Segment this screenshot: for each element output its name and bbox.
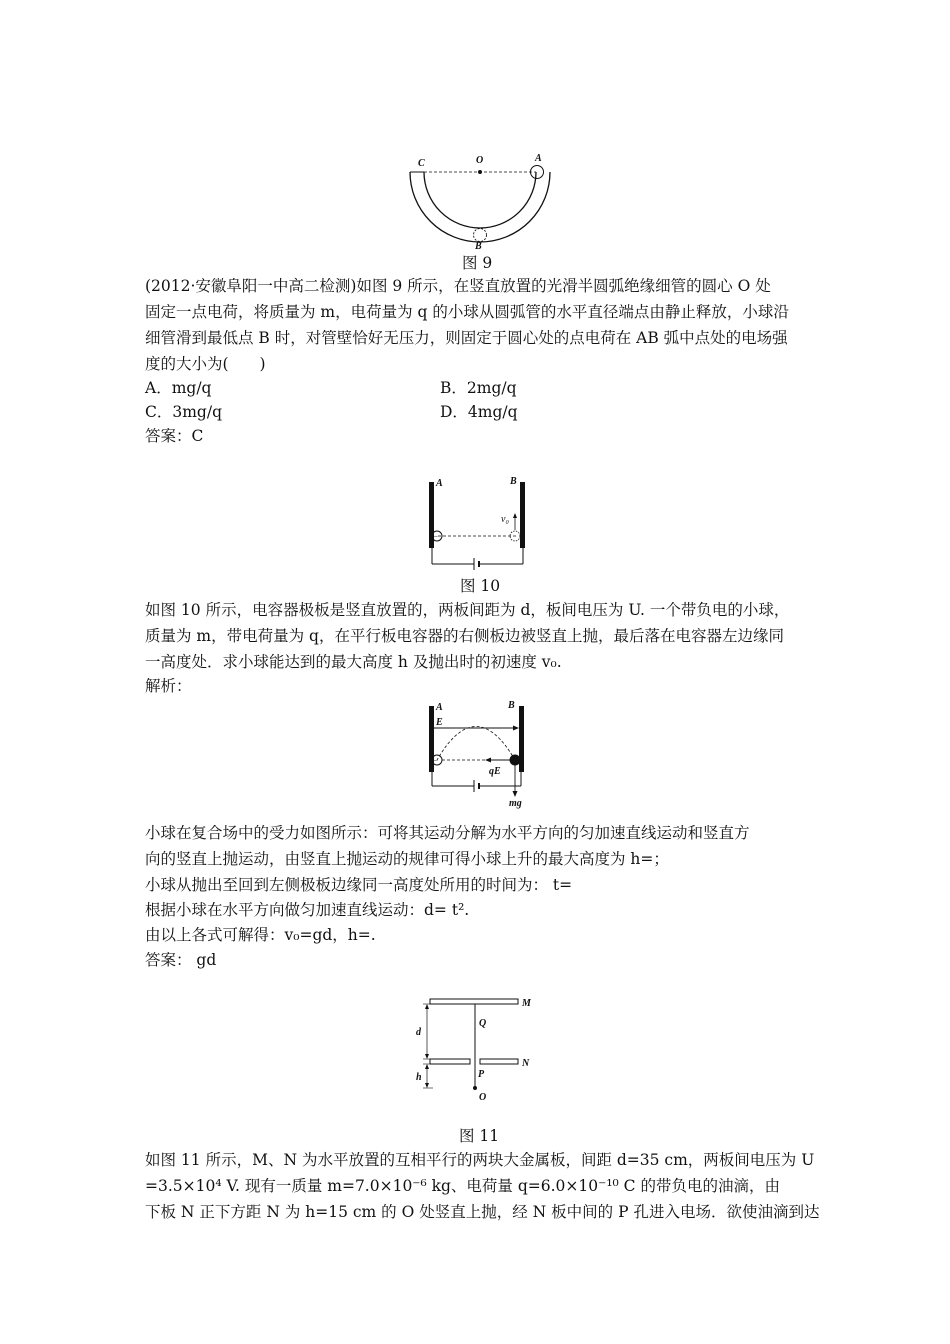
- q1-line-3: 细管滑到最低点 B 时，对管壁恰好无压力，则固定于圆心处的点电荷在 AB 弧中点处的电场强: [145, 329, 788, 347]
- ball-at-a: [531, 166, 544, 179]
- q2-line-3: 一高度处．求小球能达到的最大高度 h 及抛出时的初速度 v₀.: [145, 653, 562, 671]
- label-q: Q: [479, 1018, 487, 1029]
- plate-b: [520, 482, 525, 548]
- plate-n-left: [430, 1059, 470, 1064]
- q1-line-4: 度的大小为( ): [145, 355, 266, 373]
- q3-line-3: 下板 N 正下方距 N 为 h=15 cm 的 O 处竖直上抛，经 N 板中间的 P 孔进入电场．欲使油滴到达: [145, 1203, 820, 1221]
- solution-line-1: 小球在复合场中的受力如图所示：可将其运动分解为水平方向的匀加速直线运动和竖直方: [145, 824, 750, 842]
- solution-line-3: 小球从抛出至回到左侧极板边缘同一高度处所用的时间为： t=: [145, 876, 573, 894]
- label-b: B: [508, 700, 515, 711]
- figure-9-diagram: [400, 150, 560, 250]
- label-o: O: [479, 1092, 487, 1103]
- q3-line-2: =3.5×10⁴ V. 现有一质量 m=7.0×10⁻⁶ kg、电荷量 q=6.0×10⁻¹⁰ C 的带负电的油滴，由: [145, 1177, 780, 1195]
- q1-option-a: A．mg/q: [145, 379, 212, 397]
- q3-line-1: 如图 11 所示，M、N 为水平放置的互相平行的两块大金属板，间距 d=35 cm，两板间电压为 U: [145, 1151, 815, 1169]
- label-o: O: [476, 155, 484, 166]
- label-a: A: [535, 153, 542, 164]
- q1-answer: 答案：C: [145, 427, 204, 445]
- q2-line-1: 如图 10 所示，电容器极板是竖直放置的，两板间距为 d，板间电压为 U. 一个带负电的小球，: [145, 601, 790, 619]
- solution-line-4: 根据小球在水平方向做匀加速直线运动：d= t².: [145, 901, 470, 919]
- figure-10-diagram: [418, 474, 538, 574]
- plate-n-right: [480, 1059, 518, 1064]
- label-m: M: [522, 998, 531, 1009]
- label-n: N: [522, 1058, 530, 1069]
- q2-analysis-label: 解析：: [145, 677, 192, 695]
- q2-line-2: 质量为 m，带电荷量为 q，在平行板电容器的右侧板边被竖直上抛，最后落在电容器左边缘同: [145, 627, 784, 645]
- solution-line-2: 向的竖直上抛运动，由竖直上抛运动的规律可得小球上升的最大高度为 h=；: [145, 850, 669, 868]
- outer-arc: [410, 172, 550, 242]
- label-mg: mg: [509, 798, 522, 809]
- svg-text:−: −: [433, 756, 439, 765]
- inner-arc: [424, 172, 536, 228]
- q1-option-d: D．4mg/q: [440, 403, 518, 421]
- solution-line-5: 由以上各式可解得：v₀=gd，h=.: [145, 926, 376, 944]
- figure-9-caption: 图 9: [462, 254, 493, 272]
- trajectory: [437, 727, 515, 761]
- q1-option-b: B．2mg/q: [440, 379, 517, 397]
- point-o: [473, 1086, 477, 1090]
- plate-m: [430, 999, 518, 1004]
- label-e: E: [436, 717, 443, 728]
- label-d: d: [416, 1027, 421, 1038]
- label-b: B: [510, 476, 517, 487]
- q1-option-c: C．3mg/q: [145, 403, 222, 421]
- label-a: A: [436, 478, 443, 489]
- solution-answer: 答案： gd: [145, 951, 217, 969]
- figure-10-caption: 图 10: [460, 577, 501, 595]
- q1-line-1: (2012·安徽阜阳一中高二检测)如图 9 所示，在竖直放置的光滑半圆弧绝缘细管的圆心 O 处: [145, 277, 771, 295]
- figure-11-diagram: [405, 994, 555, 1104]
- center-o: [478, 170, 482, 174]
- charged-ball: [510, 755, 521, 766]
- ball-at-b: [474, 229, 487, 242]
- figure-11-caption: 图 11: [459, 1127, 500, 1145]
- q1-line-2: 固定一点电荷，将质量为 m，电荷量为 q 的小球从圆弧管的水平直径端点由静止释放，小球沿: [145, 303, 789, 321]
- solution-force-diagram: [418, 698, 543, 810]
- label-h: h: [416, 1072, 422, 1083]
- label-b: B: [475, 241, 482, 250]
- label-qe: qE: [489, 766, 501, 777]
- label-c: C: [418, 158, 425, 169]
- label-v0: v₀: [501, 514, 509, 525]
- svg-text:−: −: [433, 532, 439, 541]
- label-p: P: [478, 1069, 485, 1080]
- label-a: A: [436, 702, 443, 713]
